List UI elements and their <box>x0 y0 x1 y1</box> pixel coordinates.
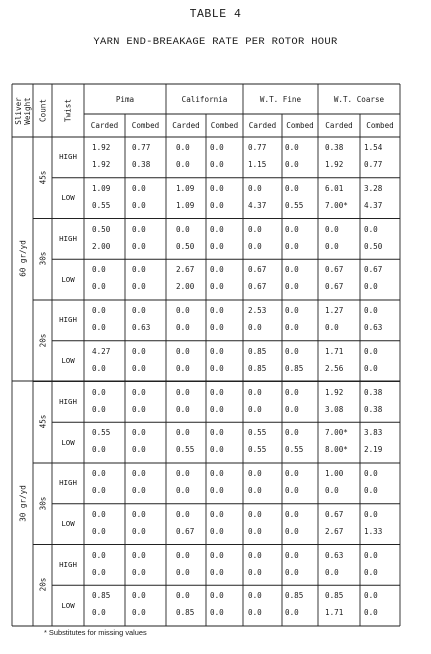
value-cell: 0.0 <box>364 224 378 234</box>
value-cell: 0.0 <box>176 224 190 234</box>
twist-label: LOW <box>61 437 75 447</box>
value-cell: 0.0 <box>364 486 378 495</box>
value-cell: 0.0 <box>285 550 299 560</box>
value-cell: 0.0 <box>176 387 190 397</box>
value-cell: 0.0 <box>210 445 224 455</box>
value-cell: 0.0 <box>364 306 378 315</box>
value-cell: 0.0 <box>285 469 299 478</box>
twist-label: LOW <box>61 356 75 366</box>
value-cell: 0.0 <box>132 363 146 373</box>
value-cell: 0.0 <box>248 550 262 560</box>
count-label: 45s <box>38 170 47 185</box>
twist-label: LOW <box>61 519 75 529</box>
value-cell: 0.0 <box>210 509 224 519</box>
value-cell: 0.0 <box>176 143 190 152</box>
value-cell: 0.0 <box>92 404 106 414</box>
table-number: TABLE 4 <box>189 8 242 21</box>
value-cell: 0.0 <box>248 567 262 577</box>
value-cell: 0.0 <box>285 265 299 275</box>
value-cell: 0.0 <box>285 160 299 169</box>
value-cell: 0.85 <box>248 363 267 373</box>
value-cell: 0.50 <box>364 241 383 251</box>
value-cell: 0.0 <box>248 224 262 234</box>
value-cell: 0.0 <box>210 404 224 414</box>
sub-header: Combed <box>131 121 160 130</box>
value-cell: 0.55 <box>248 428 267 438</box>
value-cell: 0.0 <box>132 282 146 292</box>
header-count: Count <box>38 98 47 122</box>
sub-header: Carded <box>248 121 277 130</box>
value-cell: 1.92 <box>325 160 344 169</box>
value-cell: 0.0 <box>92 306 106 315</box>
value-cell: 0.0 <box>92 526 106 536</box>
value-cell: 0.0 <box>92 445 106 455</box>
value-cell: 1.09 <box>176 200 195 210</box>
value-cell: 0.0 <box>92 509 106 519</box>
value-cell: 0.0 <box>176 404 190 414</box>
value-cell: 0.0 <box>176 363 190 373</box>
value-cell: 0.0 <box>364 591 378 601</box>
value-cell: 0.0 <box>325 486 339 495</box>
value-cell: 0.0 <box>92 550 106 560</box>
value-cell: 0.0 <box>132 200 146 210</box>
value-cell: 0.0 <box>132 306 146 315</box>
value-cell: 0.0 <box>248 608 262 618</box>
twist-label: HIGH <box>59 315 77 325</box>
value-cell: 0.0 <box>364 469 378 478</box>
value-cell: 4.37 <box>248 200 267 210</box>
value-cell: 0.0 <box>176 428 190 438</box>
value-cell: 0.0 <box>210 265 224 275</box>
value-cell: 0.0 <box>132 550 146 560</box>
value-cell: 0.0 <box>132 509 146 519</box>
value-cell: 0.0 <box>325 567 339 577</box>
value-cell: 0.50 <box>176 241 195 251</box>
value-cell: 4.37 <box>364 200 383 210</box>
value-cell: 8.00* <box>325 445 348 455</box>
sub-header: Combed <box>210 121 239 130</box>
value-cell: 3.28 <box>364 183 383 193</box>
value-cell: 0.55 <box>92 428 111 438</box>
twist-label: LOW <box>61 274 75 284</box>
value-cell: 0.0 <box>285 428 299 438</box>
twist-label: HIGH <box>59 233 77 243</box>
value-cell: 0.0 <box>364 282 378 292</box>
value-cell: 0.0 <box>210 306 224 315</box>
value-cell: 0.0 <box>132 486 146 495</box>
value-cell: 0.0 <box>210 428 224 438</box>
value-cell: 0.0 <box>210 183 224 193</box>
value-cell: 0.0 <box>248 387 262 397</box>
value-cell: 1.15 <box>248 160 267 169</box>
value-cell: 0.0 <box>176 591 190 601</box>
sub-header: Carded <box>325 121 353 130</box>
value-cell: 0.0 <box>132 608 146 618</box>
value-cell: 0.0 <box>210 282 224 292</box>
value-cell: 0.38 <box>364 404 383 414</box>
value-cell: 0.0 <box>285 323 299 332</box>
value-cell: 0.85 <box>285 591 304 601</box>
value-cell: 4.27 <box>92 346 111 356</box>
value-cell: 0.0 <box>248 591 262 601</box>
value-cell: 0.67 <box>364 265 383 275</box>
value-cell: 2.19 <box>364 445 383 455</box>
value-cell: 0.77 <box>132 143 151 152</box>
value-cell: 3.83 <box>364 428 383 438</box>
value-cell: 0.0 <box>210 486 224 495</box>
value-cell: 0.85 <box>325 591 344 601</box>
value-cell: 0.0 <box>132 469 146 478</box>
value-cell: 0.0 <box>132 591 146 601</box>
table-title: YARN END-BREAKAGE RATE PER ROTOR HOUR <box>93 36 338 48</box>
value-cell: 0.0 <box>92 323 106 332</box>
value-cell: 0.0 <box>132 265 146 275</box>
value-cell: 0.63 <box>325 550 344 560</box>
value-cell: 0.0 <box>285 608 299 618</box>
value-cell: 0.0 <box>92 486 106 495</box>
value-cell: 1.00 <box>325 469 344 478</box>
value-cell: 2.53 <box>248 306 267 315</box>
value-cell: 0.0 <box>132 404 146 414</box>
value-cell: 1.71 <box>325 346 344 356</box>
value-cell: 0.0 <box>210 241 224 251</box>
value-cell: 0.0 <box>285 387 299 397</box>
value-cell: 7.00* <box>325 428 348 438</box>
value-cell: 0.0 <box>325 224 339 234</box>
value-cell: 0.0 <box>132 567 146 577</box>
count-label: 30s <box>38 251 47 266</box>
value-cell: 0.85 <box>248 346 267 356</box>
value-cell: 0.0 <box>92 608 106 618</box>
value-cell: 0.0 <box>248 486 262 495</box>
value-cell: 0.50 <box>92 224 111 234</box>
value-cell: 7.00* <box>325 200 348 210</box>
footnote: * Substitutes for missing values <box>44 628 147 637</box>
header-twist: Twist <box>63 98 73 122</box>
value-cell: 0.0 <box>248 469 262 478</box>
twist-label: HIGH <box>59 396 77 406</box>
value-cell: 0.0 <box>325 323 339 332</box>
value-cell: 0.85 <box>285 363 304 373</box>
value-cell: 2.67 <box>176 265 195 275</box>
count-label: 20s <box>38 577 47 592</box>
value-cell: 1.92 <box>92 143 111 152</box>
value-cell: 0.0 <box>248 509 262 519</box>
sub-header: Carded <box>90 121 119 130</box>
value-cell: 2.56 <box>325 363 344 373</box>
sub-header: Combed <box>286 121 314 130</box>
value-cell: 0.0 <box>210 526 224 536</box>
value-cell: 0.0 <box>285 567 299 577</box>
value-cell: 0.0 <box>285 346 299 356</box>
value-cell: 1.92 <box>92 160 111 169</box>
value-cell: 1.92 <box>325 387 344 397</box>
value-cell: 1.71 <box>325 608 344 618</box>
value-cell: 0.0 <box>364 509 378 519</box>
value-cell: 0.67 <box>176 526 195 536</box>
value-cell: 0.0 <box>176 567 190 577</box>
value-cell: 0.0 <box>92 282 106 292</box>
value-cell: 0.0 <box>210 323 224 332</box>
value-cell: 0.85 <box>92 591 111 601</box>
value-cell: 0.0 <box>176 486 190 495</box>
value-cell: 0.55 <box>285 200 304 210</box>
value-cell: 0.0 <box>285 526 299 536</box>
value-cell: 0.0 <box>176 469 190 478</box>
value-cell: 0.55 <box>176 445 195 455</box>
value-cell: 0.0 <box>285 143 299 152</box>
value-cell: 0.0 <box>210 363 224 373</box>
value-cell: 0.0 <box>210 224 224 234</box>
value-cell: 0.55 <box>92 200 111 210</box>
value-cell: 0.0 <box>248 526 262 536</box>
value-cell: 0.0 <box>92 363 106 373</box>
value-cell: 0.0 <box>285 224 299 234</box>
value-cell: 0.0 <box>364 363 378 373</box>
value-cell: 0.67 <box>325 265 344 275</box>
value-cell: 0.38 <box>132 160 151 169</box>
value-cell: 0.0 <box>132 224 146 234</box>
value-cell: 0.0 <box>248 404 262 414</box>
value-cell: 0.0 <box>364 567 378 577</box>
value-cell: 0.0 <box>132 526 146 536</box>
value-cell: 0.0 <box>210 567 224 577</box>
group-header: California <box>181 95 228 104</box>
value-cell: 0.0 <box>285 509 299 519</box>
count-label: 30s <box>38 496 47 511</box>
value-cell: 0.67 <box>248 282 267 292</box>
value-cell: 0.0 <box>176 346 190 356</box>
value-cell: 0.0 <box>176 509 190 519</box>
value-cell: 0.38 <box>364 387 383 397</box>
value-cell: 0.0 <box>364 608 378 618</box>
value-cell: 0.0 <box>364 550 378 560</box>
sliver-weight-label: 30 gr/yd <box>18 484 27 522</box>
value-cell: 0.0 <box>325 241 339 251</box>
value-cell: 0.0 <box>285 282 299 292</box>
value-cell: 0.0 <box>210 469 224 478</box>
value-cell: 0.0 <box>210 200 224 210</box>
value-cell: 0.0 <box>92 265 106 275</box>
value-cell: 0.0 <box>248 183 262 193</box>
value-cell: 0.0 <box>248 241 262 251</box>
value-cell: 1.33 <box>364 526 383 536</box>
value-cell: 0.0 <box>132 346 146 356</box>
twist-label: LOW <box>61 600 75 610</box>
value-cell: 6.01 <box>325 183 344 193</box>
sliver-weight-label: 60 gr/yd <box>18 240 27 277</box>
value-cell: 0.0 <box>210 387 224 397</box>
value-cell: 0.0 <box>92 567 106 577</box>
value-cell: 0.67 <box>325 509 344 519</box>
value-cell: 0.0 <box>176 160 190 169</box>
group-header: W.T. Coarse <box>333 95 385 104</box>
value-cell: 0.0 <box>176 550 190 560</box>
value-cell: 1.09 <box>176 183 195 193</box>
group-header: Pima <box>115 95 135 104</box>
value-cell: 3.08 <box>325 404 344 414</box>
group-header: W.T. Fine <box>259 95 302 104</box>
value-cell: 0.0 <box>285 306 299 315</box>
value-cell: 0.0 <box>285 404 299 414</box>
value-cell: 0.67 <box>325 282 344 292</box>
value-cell: 0.0 <box>132 183 146 193</box>
sub-header: Combed <box>366 121 394 130</box>
value-cell: 1.09 <box>92 183 111 193</box>
count-label: 45s <box>38 414 47 429</box>
value-cell: 0.0 <box>248 323 262 332</box>
value-cell: 0.0 <box>132 387 146 397</box>
value-cell: 2.67 <box>325 526 344 536</box>
value-cell: 0.0 <box>285 486 299 495</box>
value-cell: 0.63 <box>132 323 151 332</box>
value-cell: 0.77 <box>364 160 383 169</box>
twist-label: HIGH <box>59 478 77 488</box>
value-cell: 0.0 <box>210 346 224 356</box>
value-cell: 0.38 <box>325 143 344 152</box>
value-cell: 2.00 <box>92 241 111 251</box>
value-cell: 0.0 <box>176 323 190 332</box>
twist-label: HIGH <box>59 152 77 162</box>
value-cell: 0.0 <box>132 428 146 438</box>
value-cell: 0.67 <box>248 265 267 275</box>
value-cell: 0.0 <box>210 143 224 152</box>
value-cell: 0.0 <box>92 387 106 397</box>
value-cell: 1.27 <box>325 306 344 315</box>
value-cell: 0.0 <box>210 608 224 618</box>
value-cell: 0.0 <box>132 241 146 251</box>
value-cell: 0.55 <box>285 445 304 455</box>
value-cell: 0.0 <box>210 550 224 560</box>
value-cell: 0.0 <box>285 241 299 251</box>
twist-label: HIGH <box>59 559 77 569</box>
count-label: 20s <box>38 333 47 348</box>
value-cell: 1.54 <box>364 143 383 152</box>
value-cell: 0.0 <box>176 306 190 315</box>
value-cell: 0.0 <box>210 160 224 169</box>
value-cell: 2.00 <box>176 282 195 292</box>
value-cell: 0.0 <box>92 469 106 478</box>
value-cell: 0.77 <box>248 143 267 152</box>
value-cell: 0.0 <box>132 445 146 455</box>
value-cell: 0.63 <box>364 323 383 332</box>
value-cell: 0.0 <box>364 346 378 356</box>
value-cell: 0.0 <box>210 591 224 601</box>
value-cell: 0.0 <box>285 183 299 193</box>
sub-header: Carded <box>172 121 200 130</box>
header-sliver-weight: Sliver Weight <box>13 96 32 125</box>
value-cell: 0.85 <box>176 608 195 618</box>
value-cell: 0.55 <box>248 445 267 455</box>
twist-label: LOW <box>61 193 75 203</box>
